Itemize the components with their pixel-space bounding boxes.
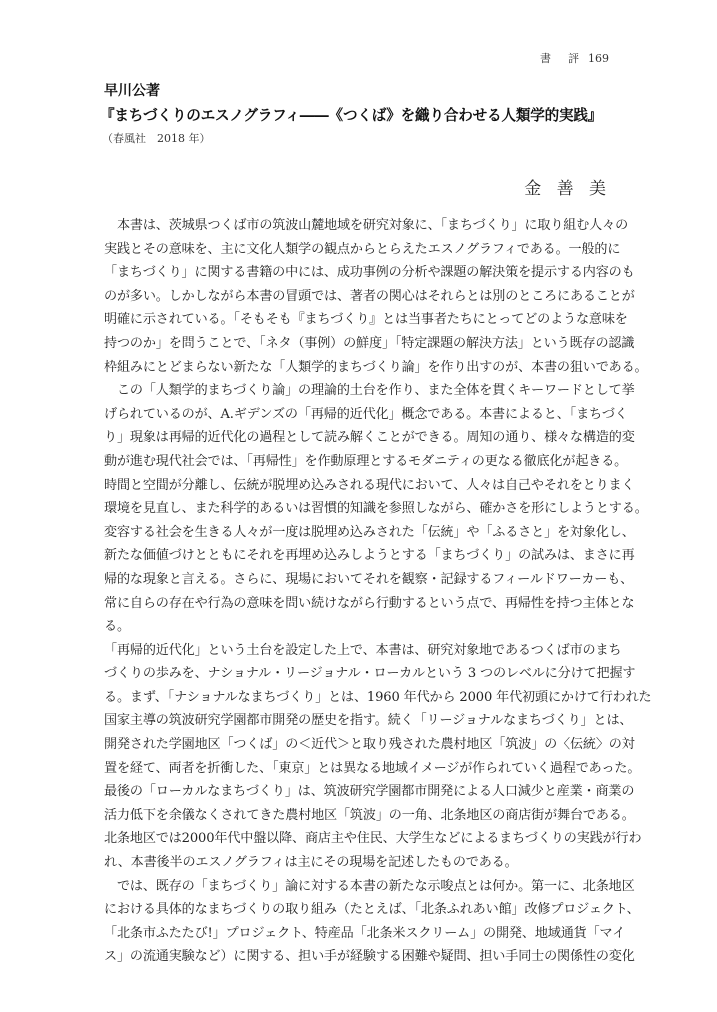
body-line: 動が進む現代社会では、「再帰性」を作動原理とするモダニティの更なる徹底化が起きる。 [104, 453, 628, 469]
body-line: 「再帰的近代化」という土台を設定した上で、本書は、研究対象地であるつくば市のまち [104, 642, 622, 658]
body-line: における具体的なまちづくりの取り組み（たとえば、「北条ふれあい館」改修プロジェクト、 [104, 902, 640, 918]
body-line: 最後の「ローカルなまちづくり」は、筑波研究学園都市開発による人口減少と産業・商業の [104, 784, 635, 800]
body-line: れ、本書後半のエスノグラフィは主にその現場を記述したものである。 [104, 855, 518, 871]
body-line: 常に自らの存在や行為の意味を問い続けながら行動するという点で、再帰性を持つ主体とな [104, 595, 635, 611]
body-line: 「まちづくり」に関する書籍の中には、成功事例の分析や課題の解決策を提示する内容のも [104, 265, 635, 281]
body-line: げられているのが、A.ギデンズの「再帰的近代化」概念である。本書によると、「まちづく [104, 406, 628, 422]
body-line: 本書は、茨城県つくば市の筑波山麓地域を研究対象に、「まちづくり」に取り組む人々の [104, 218, 629, 233]
body-line: 北条地区では2000年代中盤以降、商店主や住民、大学生などによるまちづくりの実践が行わ [104, 831, 642, 847]
running-head [540, 50, 609, 66]
book-title: 『まちづくりのエスノグラフィ――《つくば》を織り合わせる人類学的実践』 [100, 107, 603, 124]
reviewer-name: 金 善 美 [524, 179, 611, 199]
body-line: 開発された学園地区「つくば」の＜近代＞と取り残された農村地区「筑波」の〈伝統〉の対 [104, 737, 635, 753]
body-line: 活力低下を余儀なくされてきた農村地区「筑波」の一角、北条地区の商店街が舞台である。 [104, 807, 635, 823]
body-line: づくりの歩みを、ナショナル・リージョナル・ローカルという 3 つのレベルに分けて把握す [104, 666, 636, 682]
body-line: 枠組みにとどまらない新たな「人類学的まちづくり論」を作り出すのが、本書の狙いである。 [104, 359, 648, 375]
body-line: る。まず、「ナショナルなまちづくり」とは、1960 年代から 2000 年代初頭にかけて行われた [104, 689, 652, 705]
book-author: 早川公著 [104, 83, 160, 99]
body-line: 持つのか」を問うことで、「ネタ（事例）の鮮度」「特定課題の解決方法」という既存の認識 [104, 335, 635, 351]
publication-info: （春風社 2018 年） [102, 132, 211, 145]
section-label: 書 評 [540, 52, 582, 65]
body-line: 実践とその意味を、主に文化人類学の観点からとらえたエスノグラフィである。一般的に [104, 241, 621, 257]
body-line: 国家主導の筑波研究学園都市開発の歴史を指す。続く「リージョナルなまちづくり」とは、 [104, 713, 633, 729]
body-line: 「北条市ふたたび!」プロジェクト、特産品「北条米スクリーム」の開発、地域通貨「マイ [104, 925, 626, 941]
body-line: 明確に示されている。「そもそも『まちづくり』とは当事者たちにとってどのような意味を [104, 312, 628, 328]
body-line: 置を経て、両者を折衝した、「東京」とは異なる地域イメージが作られていく過程であった。 [104, 760, 641, 776]
body-line: 新たな価値づけとともにそれを再埋め込みしようとする「まちづくり」の試みは、まさに再 [104, 548, 635, 564]
body-line: 帰的な現象と言える。さらに、現場においてそれを観察・記録するフィールドワーカーも、 [104, 571, 634, 587]
body-line: この「人類学的まちづくり論」の理論的土台を作り、また全体を貫くキーワードとして挙 [104, 383, 635, 399]
body-line: 変容する社会を生きる人々が一度は脱埋め込みされた「伝統」や「ふるさと」を対象化し、 [104, 524, 635, 540]
body-line: る。 [104, 619, 130, 635]
page-number: 169 [588, 52, 609, 65]
body-line: のが多い。しかしながら本書の冒頭では、著者の関心はそれらとは別のところにあることが [104, 288, 635, 304]
body-line: ス」の流通実験など）に関する、担い手が経験する困難や疑問、担い手同士の関係性の変化 [104, 949, 635, 965]
body-line: では、既存の「まちづくり」論に対する本書の新たな示唆点とは何か。第一に、北条地区 [104, 878, 635, 894]
body-line: り」現象は再帰的近代化の過程として読み解くことができる。周知の通り、様々な構造的変 [104, 430, 635, 446]
body-line: 環境を見直し、また科学的あるいは習慣的知識を参照しながら、確かさを形にしようとする。 [104, 501, 648, 517]
body-line: 時間と空間が分離し、伝統が脱埋め込みされる現代において、人々は自己やそれをとりまく [104, 477, 635, 493]
review-body [104, 214, 652, 969]
